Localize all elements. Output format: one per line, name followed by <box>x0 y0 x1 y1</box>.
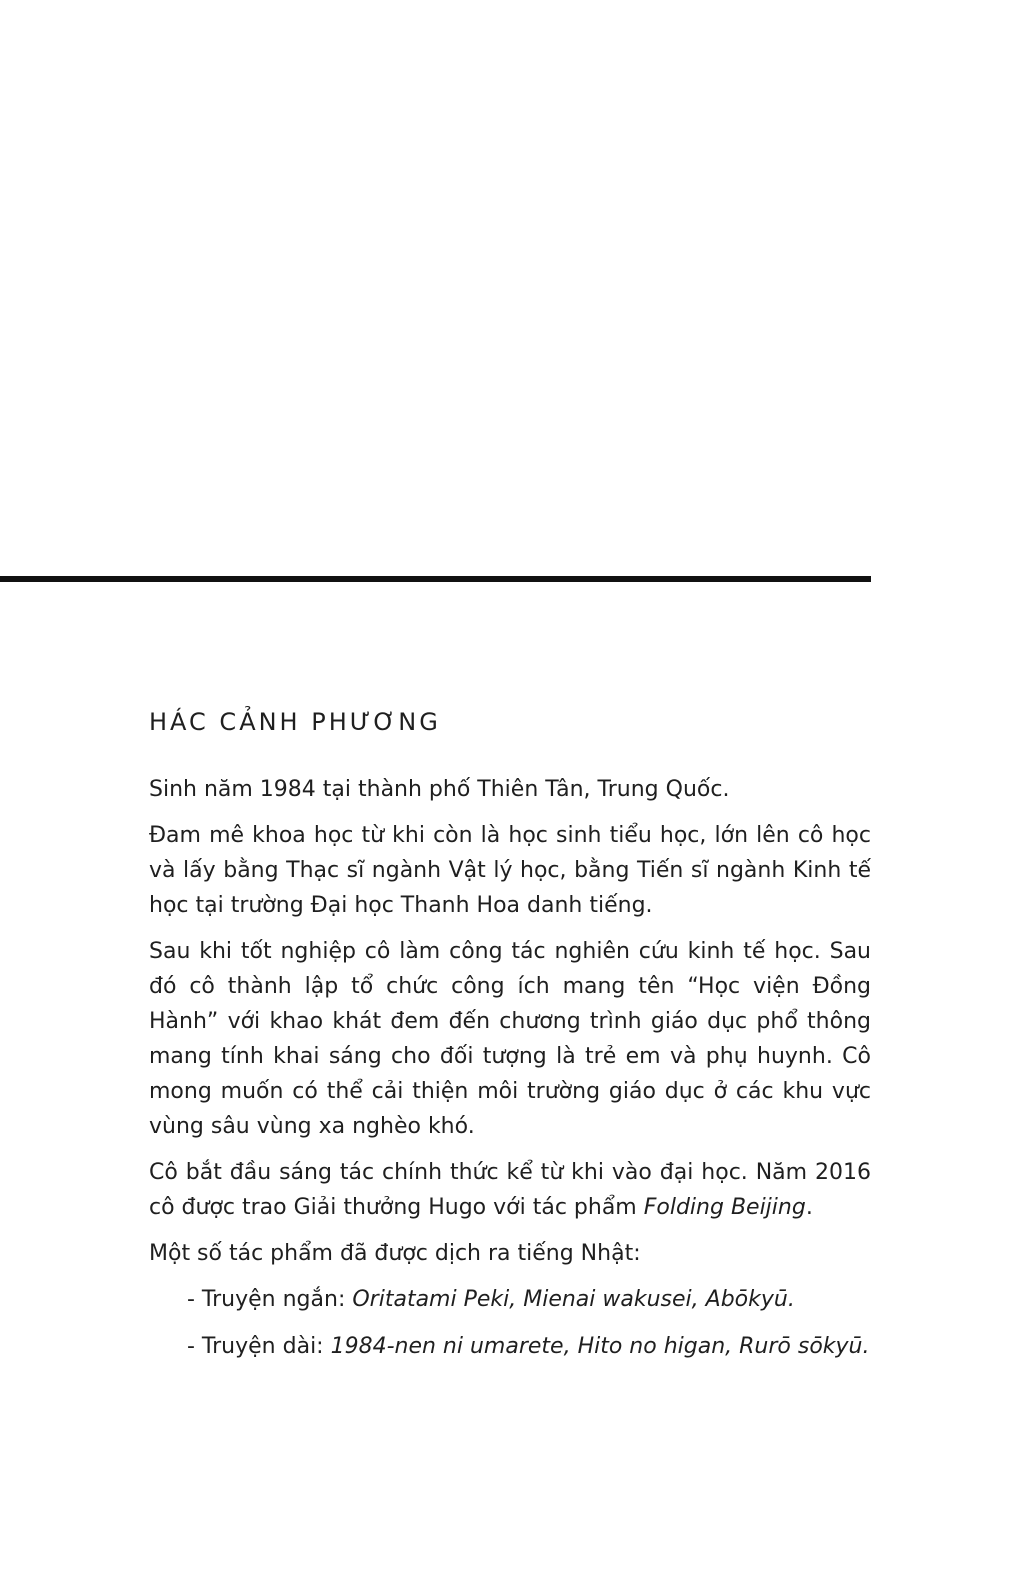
horizontal-divider <box>0 576 871 582</box>
writing-end: . <box>805 1195 813 1220</box>
translated-intro: Một số tác phẩm đã được dịch ra tiếng Nhật: <box>149 1241 641 1266</box>
translated-works-list <box>149 1282 871 1364</box>
education-paragraph: Đam mê khoa học từ khi còn là học sinh tiểu học, lớn lên cô học và lấy bằng Thạc sĩ ngành Vật lý học, bằng Tiến sĩ ngành Kinh tế học tại trường Đại học Thanh Hoa danh tiếng. <box>149 823 871 918</box>
novels-titles: 1984-nen ni umarete, Hito no higan, Rurō sōkyū. <box>330 1334 870 1359</box>
writing-paragraph <box>149 1155 871 1225</box>
list-item-novels <box>187 1329 871 1364</box>
novels-label: - Truyện dài: <box>187 1334 331 1359</box>
career-paragraph: Sau khi tốt nghiệp cô làm công tác nghiên cứu kinh tế học. Sau đó cô thành lập tổ chức công ích mang tên “Học viện Đồng Hành” với khao khát đem đến chương trình giáo dục phổ thông mang tính khai sáng cho đối tượng là trẻ em và phụ huynh. Cô mong muốn có thể cải thiện môi trường giáo dục ở các khu vực vùng sâu vùng xa nghèo khó. <box>149 939 871 1139</box>
list-item-short-stories <box>187 1282 871 1317</box>
writing-intro: Cô bắt đầu sáng tác chính thức kể từ khi vào đại học. Năm 2016 cô được trao Giải thưởng Hugo với tác phẩm <box>149 1160 871 1220</box>
author-name: HÁC CẢNH PHƯƠNG <box>149 708 441 736</box>
author-bio <box>149 700 871 1376</box>
short-stories-label: - Truyện ngắn: <box>187 1287 353 1312</box>
award-work-title: Folding Beijing <box>643 1195 806 1220</box>
birth-paragraph: Sinh năm 1984 tại thành phố Thiên Tân, Trung Quốc. <box>149 777 730 802</box>
short-stories-titles: Oritatami Peki, Mienai wakusei, Abōkyū. <box>352 1287 795 1312</box>
